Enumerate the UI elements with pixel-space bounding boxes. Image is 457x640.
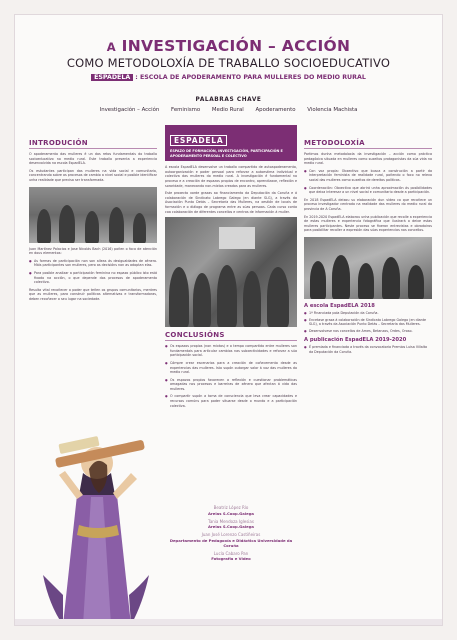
poster: [14, 14, 443, 626]
espadela-box: [165, 125, 297, 161]
school-2018-item: ● Encetase graza á colaboración de Sindicato Labrego Galego (en diante SLG), a través da Asociación Punto Detás – Secretaría das Mulleres.: [304, 318, 432, 327]
author-name: Juan José Lorenzo Castiñeiras: [201, 532, 261, 537]
intro-bullet: ● As formas de participación non son alleas ás desigualdades de xénero. Máis participantes son mulleres, pero as decisións non as adoptan elas.: [29, 259, 157, 268]
espadela-column: [165, 125, 297, 411]
intro-title: INTRODUCIÓN: [29, 139, 157, 149]
methodology-paragraph: Partimos dunha metodoloxía da investigación – acción como práctica pedagóxica situada en mulleres como suxeitos protagonistas da súa vida no medio rural.: [304, 152, 432, 166]
keyword: Investigación – Acción: [99, 107, 160, 113]
conclusions-title: CONCLUSIÓNS: [165, 331, 297, 341]
keyword: Apoderamento: [255, 107, 296, 113]
author-role: Departamento de Pedagoxía e Didáctica Universidade da Coruña: [169, 537, 293, 548]
school-2018-item: ● 1ª Financiada pola Deputación da Coruña.: [304, 311, 432, 316]
keywords-title: PALABRAS CHAVE: [195, 97, 262, 103]
intro-paragraph: Juan Martínez Palacios e Jose Nicolás Bach (2016) poñen o foco de atención en dous elementos:: [29, 246, 157, 256]
keyword: Violencia Machista: [307, 107, 358, 113]
author-name: Lucía Cabaro Pan: [213, 550, 249, 556]
publication-title: A publicación EspadELA 2019-2020: [304, 337, 407, 344]
poster-title: [15, 37, 442, 56]
poster-header: [15, 37, 442, 82]
poster-title-line2: COMO METODOLOXÍA DE TRABALLO SOCIOEDUCATIVO: [66, 56, 391, 70]
espadela-paragraph: Este proxecto xorde grazas ao financiamento da Deputación da Coruña e á colaboración de Sindicato Labrego Galego (en diante SLG), a través da Asociación Punto Detás – Secretaría das Mulleres, na xestión de locais de formación e o diálogo de programa entre as súas persoas. Cada curso conta coa colaboración de diferentes concellos e centros de información á muller.: [165, 191, 297, 214]
school-2018-item: ● Desenvolvese nos concellos de Ames, Betanzos, Ordes, Oroso.: [304, 329, 432, 334]
conclusion-item: ● Os espazos propios (non mixtos) e o tempo compartido entre mulleres son fundamentais para articular cambios nas subxectividades e reforzar a súa participación social.: [165, 344, 297, 358]
methodology-paragraph: En 2018 EspadELA deixou su elaboración dun vídeo co que recoñece un proceso investigador centrado na realidade das mulleres do medio rural da provincia de A Coruña.: [304, 197, 432, 211]
keyword: Medio Rural: [211, 107, 244, 113]
poster-subtitle: [15, 73, 442, 82]
methodology-bullet: ● Con voz propia: Obxectivo que busca a construción a partir da interpretación feminista de realidade rural, poñendo o foco no relevo social das mulleres como suxeitos de dereitos políticos.: [304, 169, 432, 183]
intro-paragraph: O apoderamento das mulleres é un dos retos fundamentais do traballo socioeducativo no medio rural. Este traballo presenta a experiencia desenvolvida na escola EspadELA.: [29, 152, 157, 166]
conclusion-item: ● O compartir supón a toma de consciencia que leva crear capacidades e recursos comúns para poder situarse desde o mundo e a participación colectiva.: [165, 394, 297, 408]
intro-bullet: ● Para posible analizar a participación feminina no espazo público isto está fixado na acción, o que depende dos procesos de apoderamento colectivo.: [29, 271, 157, 285]
keywords-list: [15, 107, 442, 113]
espadela-tag: ESPADELA: [91, 74, 133, 81]
subtitle-rest: : ESCOLA DE APODERAMENTO PARA MULLERES DO MEDIO RURAL: [135, 74, 366, 81]
espadela-description: ESPAZO DE FORMACIÓN, INVESTIGACIÓN, PARTICIPACIÓN E APODERAMENTO PERSOAL E COLECTIVO: [170, 149, 283, 158]
espadela-logo-text: ESPADELA: [170, 135, 227, 146]
methodology-bullet: ● Coordenación: Obxectivo que abrirá unha aproximación ás posibilidades que deixa interesar a un nivel social e comunitario desde a participación.: [304, 186, 432, 195]
school-2018-title: A escola EspadELA 2018: [304, 302, 375, 309]
author-role: Arelas S.Coop.Galega: [207, 510, 254, 516]
methodology-title: METODOLOXÍA: [304, 139, 432, 149]
authors-credits: [165, 505, 297, 564]
publication-item: ● É premiada e financiada a través da convocatoria Premios Luisa Villalta da Deputación da Coruña.: [304, 345, 432, 354]
author-role: Arelas S.Coop.Galega: [207, 524, 254, 529]
author-name: Beatriz López Río: [213, 505, 249, 510]
title-prefix: A: [106, 40, 116, 54]
author-role: Fotografía e Vídeo: [211, 556, 251, 561]
methodology-paragraph: En 2019-2020 EspadELA elaborou unha publicación que recolle a experiencia de estas mulleres e experiencia fotográfica que ilustrará o deixe estas mulleres participantes. Neste proceso se fixeron entrevistas e obradoiros para posibilitar recoller a expresión das súas experiencias nos concellos.: [304, 214, 432, 233]
methodology-column: [304, 139, 432, 356]
author-name: Tania Mendoza Iglesias: [208, 518, 254, 524]
conclusion-item: ● Os espazos propios favorecen a reflexión e cuestionar problemáticas amagadas nos procesos e barreiras de xénero que afectan á vida das mulleres.: [165, 378, 297, 392]
conclusion-item: ● Cómpre crear escenarios para a creación de coñecemento desde as experiencias das mulleres. Isto supón outorgar valor á voz das mulleres do medio rural.: [165, 361, 297, 375]
keyword: Feminismo: [171, 107, 201, 113]
title-main: INVESTIGACIÓN – ACCIÓN: [121, 37, 351, 55]
intro-paragraph: Os estudantes participan das mulleres na vida social e comunitaria, concentrando sobre os procesos de cambio a nivel social e posible identificar unha realidade que precisa ser transformada.: [29, 168, 157, 182]
intro-paragraph: Resulta vital recoñecer o poder que teñen os grupos comunitarios, mentres que as mulleres, para construír políticas alternativas e transformadoras, deben recoñecer o seu lugar na sociedade.: [29, 287, 157, 301]
group-photo: [165, 217, 297, 327]
footer-strip: [15, 619, 442, 625]
intro-column: [29, 139, 157, 305]
woman-illustration: [19, 435, 169, 626]
meeting-photo: [304, 237, 432, 299]
workshop-photo: [29, 187, 157, 243]
espadela-paragraph: A escola EspadELA desenvolve un traballo compartido de autoapoderamento, autoorganización e poder persoal para reforzar a autoestima individual e colectiva das mulleres do medio rural. A investigación é fundamental no proceso e a creación de espazos propios de encontro, aprendizaxe, reflexión e sororidade, manexando non-mixtos creados para as mulleres.: [165, 165, 297, 188]
